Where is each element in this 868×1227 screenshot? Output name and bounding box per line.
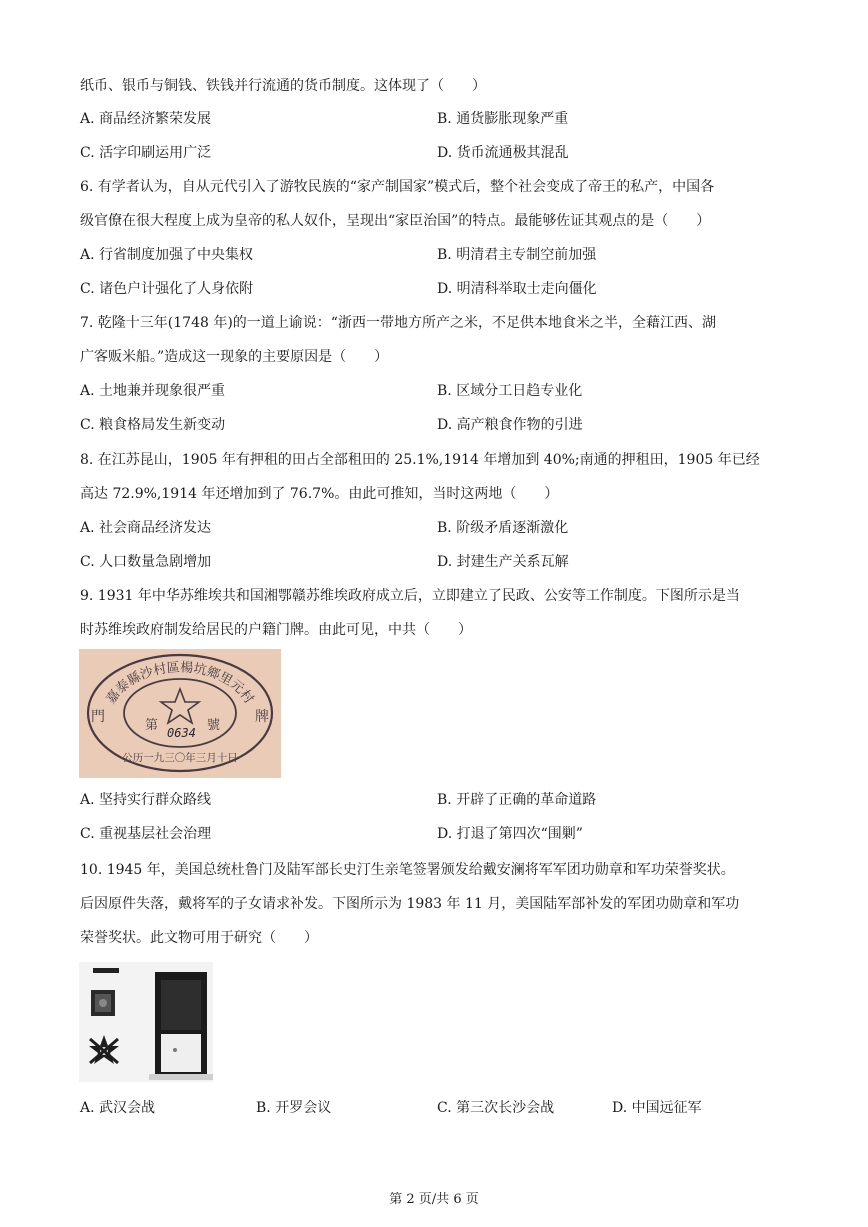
q8-option-c[interactable]: C. 人口数量急剧增加 [80, 554, 212, 570]
q8-option-a[interactable]: A. 社会商品经济发达 [80, 520, 212, 536]
q7-option-d[interactable]: D. 高产粮食作物的引进 [437, 417, 583, 433]
q6-option-d[interactable]: D. 明清科举取士走向僵化 [437, 281, 597, 297]
q10-stem-line-3: 荣誉奖状。此文物可用于研究（ ） [80, 930, 318, 946]
q8-stem-line-1: 8. 在江苏昆山，1905 年有押租的田占全部租田的 25.1%,1914 年增加到 40%;南通的押租田，1905 年已经 [80, 452, 760, 468]
q10-option-c[interactable]: C. 第三次长沙会战 [437, 1100, 555, 1116]
q7-option-c[interactable]: C. 粮食格局发生新变动 [80, 417, 226, 433]
q10-option-b[interactable]: B. 开罗会议 [256, 1100, 332, 1116]
plate-center-left: 第 [145, 718, 159, 733]
page-number-footer: 第 2 页/共 6 页 [389, 1192, 479, 1207]
plate-center-right: 號 [207, 718, 221, 733]
star-medal-icon [89, 1035, 119, 1064]
q6-stem-line-2: 级官僚在很大程度上成为皇帝的私人奴仆，呈现出“家臣治国”的特点。最能够佐证其观点的是（ ） [80, 213, 711, 229]
medal-certificate-image [79, 962, 213, 1082]
q10-stem-line-1: 10. 1945 年，美国总统杜鲁门及陆军部长史汀生亲笔签署颁发给戴安澜将军军团功勋章和军功荣誉奖状。 [80, 862, 735, 878]
q6-option-a[interactable]: A. 行省制度加强了中央集权 [80, 247, 254, 263]
star-icon [161, 689, 199, 723]
q8-stem-line-2: 高达 72.9%,1914 年还增加到了 76.7%。由此可推知，当时这两地（ ） [80, 486, 559, 502]
q9-option-c[interactable]: C. 重视基层社会治理 [80, 826, 212, 842]
q9-option-a[interactable]: A. 坚持实行群众路线 [80, 792, 212, 808]
medal-emblem-icon [99, 999, 107, 1007]
plate-left-char: 門 [91, 709, 105, 725]
plate-right-char: 牌 [255, 709, 269, 725]
q5-option-c[interactable]: C. 活字印刷运用广泛 [80, 145, 212, 161]
q5-option-b[interactable]: B. 通货膨胀现象严重 [437, 111, 569, 127]
q7-stem-line-1: 7. 乾隆十三年(1748 年)的一道上谕说：“浙西一带地方所产之米，不足供本地食米之半，全藉江西、湖 [80, 315, 716, 331]
q6-option-c[interactable]: C. 诸色户计强化了人身依附 [80, 281, 254, 297]
ribbon-bar-icon [93, 968, 119, 973]
plate-arc-text: 嘉泰縣沙村區楊坑鄉里元村 [103, 660, 257, 707]
household-plate-image [79, 649, 281, 778]
q10-option-a[interactable]: A. 武汉会战 [80, 1100, 156, 1116]
certificate-paper-icon [161, 1034, 201, 1072]
q8-option-b[interactable]: B. 阶级矛盾逐渐激化 [437, 520, 569, 536]
q6-stem-line-1: 6. 有学者认为，自从元代引入了游牧民族的“家产制国家”模式后，整个社会变成了帝王的私产，中国各 [80, 179, 715, 195]
q7-option-b[interactable]: B. 区域分工日趋专业化 [437, 383, 583, 399]
plate-bottom-text: 公历一九三〇年三月十日 [122, 752, 238, 764]
q7-option-a[interactable]: A. 土地兼并现象很严重 [80, 383, 226, 399]
q5-option-a[interactable]: A. 商品经济繁荣发展 [80, 111, 212, 127]
q10-option-d[interactable]: D. 中国远征军 [612, 1100, 702, 1116]
q9-option-b[interactable]: B. 开辟了正确的革命道路 [437, 792, 597, 808]
q5-option-d[interactable]: D. 货币流通极其混乱 [437, 145, 569, 161]
plate-number: 0634 [167, 726, 196, 740]
q5-stem-tail: 纸币、银币与铜钱、铁钱并行流通的货币制度。这体现了（ ） [80, 78, 486, 94]
q9-option-d[interactable]: D. 打退了第四次“围剿” [437, 826, 583, 842]
q6-option-b[interactable]: B. 明清君主专制空前加强 [437, 247, 597, 263]
q9-stem-line-2: 时苏维埃政府制发给居民的户籍门牌。由此可见，中共（ ） [80, 622, 472, 638]
q10-stem-line-2: 后因原件失落，戴将军的子女请求补发。下图所示为 1983 年 11 月，美国陆军部补发的军团功勋章和军功 [80, 896, 740, 912]
q9-stem-line-1: 9. 1931 年中华苏维埃共和国湘鄂赣苏维埃政府成立后，立即建立了民政、公安等工作制度。下图所示是当 [80, 588, 740, 604]
q8-option-d[interactable]: D. 封建生产关系瓦解 [437, 554, 569, 570]
q7-stem-line-2: 广客贩米船。”造成这一现象的主要原因是（ ） [80, 349, 389, 365]
